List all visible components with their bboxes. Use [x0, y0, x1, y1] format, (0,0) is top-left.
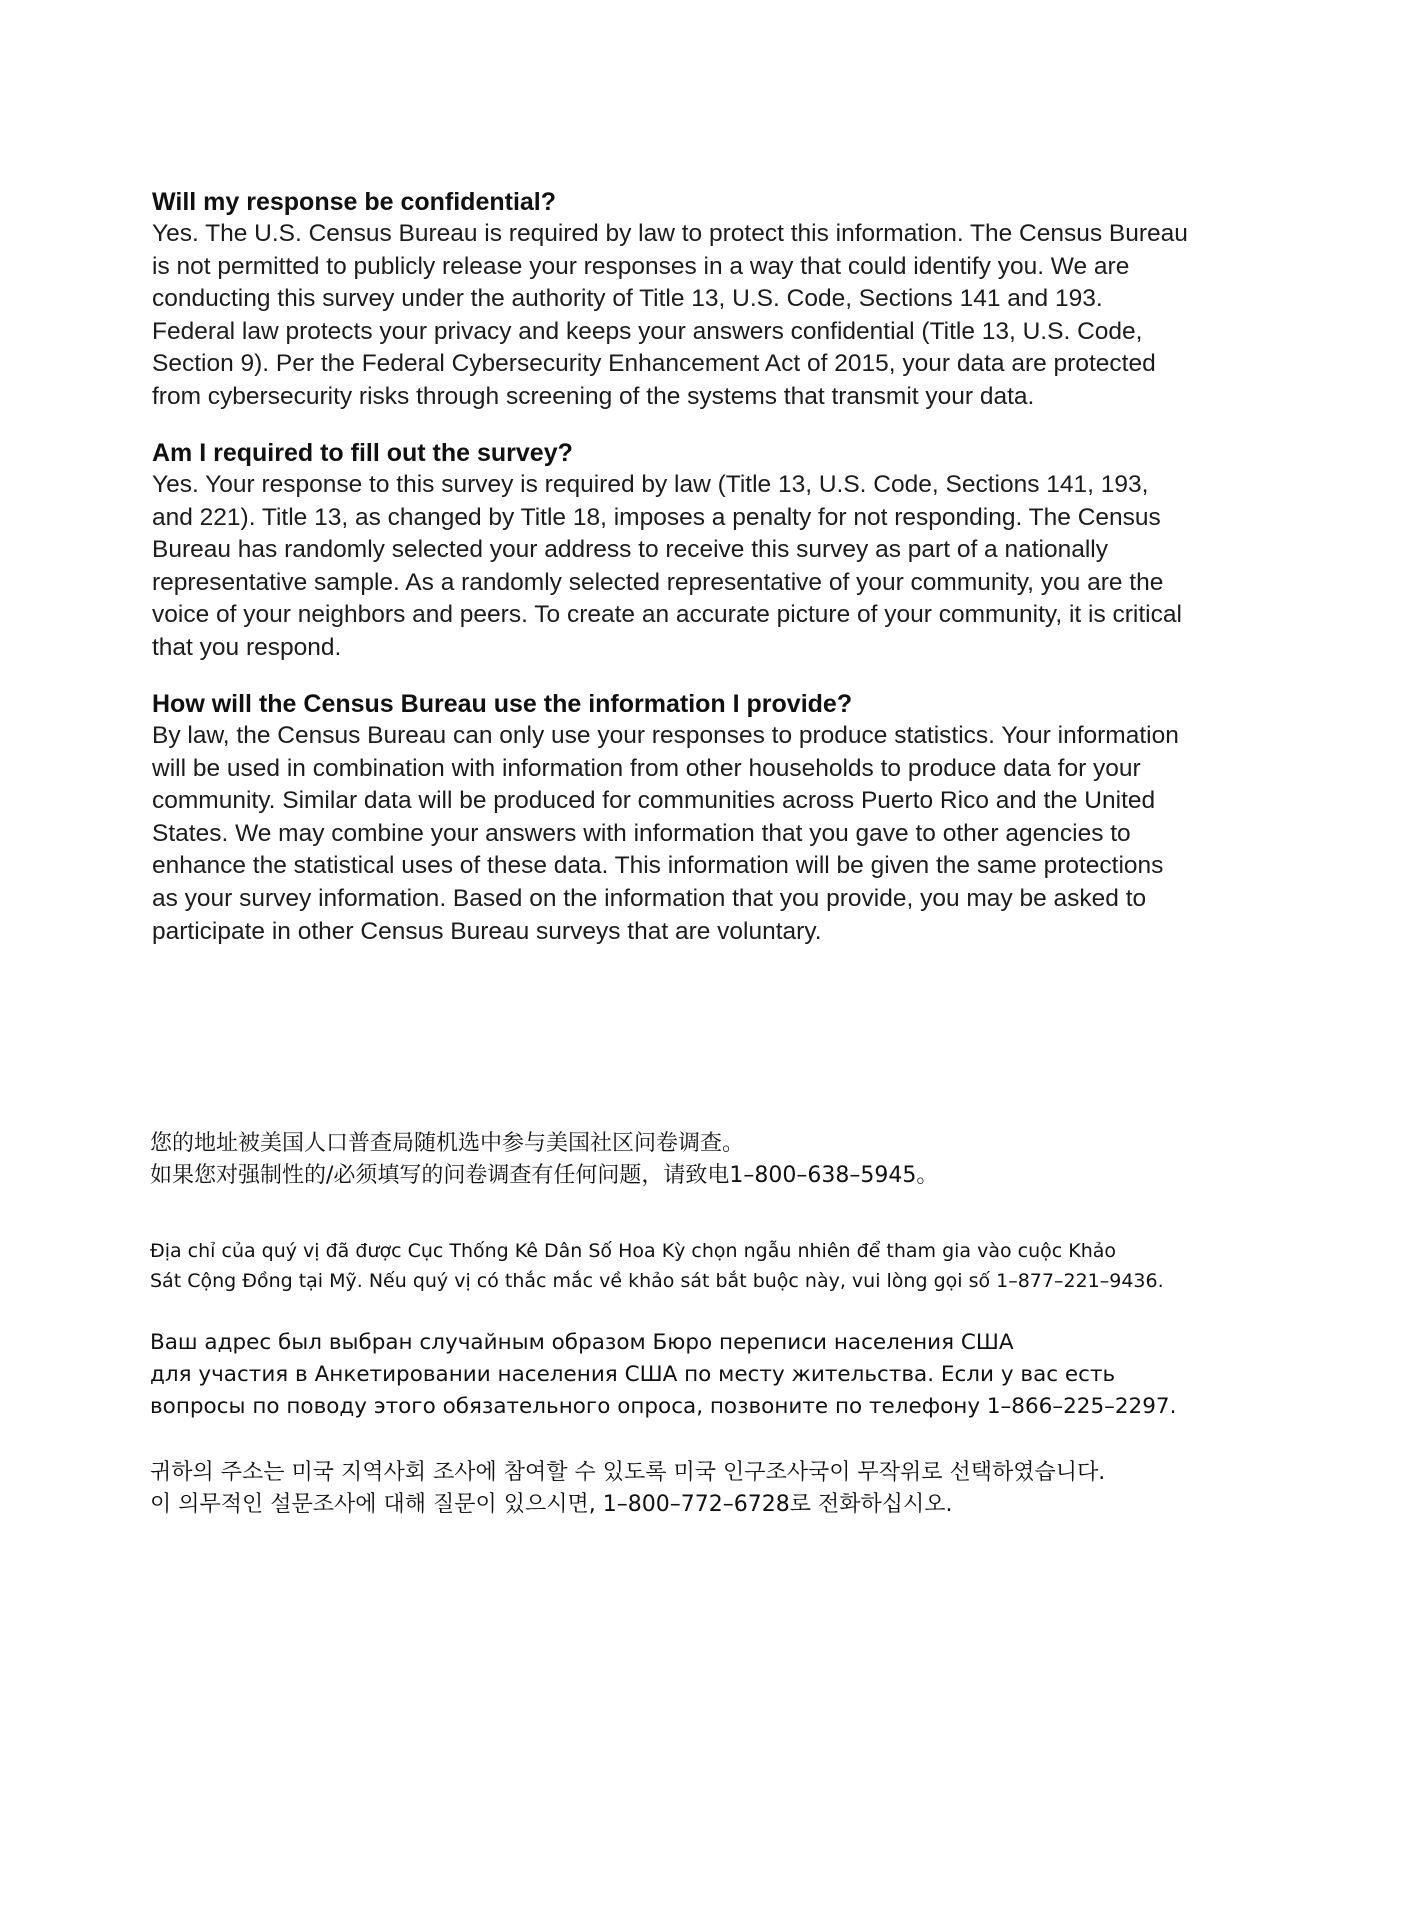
answer-line: By law, the Census Bureau can only use your responses to produce statistics. Your information — [152, 722, 1179, 749]
notice-vietnamese — [150, 1236, 1310, 1296]
notice-line: Sát Cộng Đồng tại Mỹ. Nếu quý vị có thắc mắc về khảo sát bắt buộc này, vui lòng gọi số 1–877–221–9436. — [150, 1270, 1164, 1292]
faq-section-confidentiality — [152, 186, 1282, 414]
answer-line: voice of your neighbors and peers. To create an accurate picture of your community, it is critical — [152, 601, 1182, 629]
notice-russian — [150, 1327, 1310, 1423]
answer-line: is not permitted to publicly release your responses in a way that could identify you. We are — [152, 252, 1130, 280]
faq-answer — [152, 218, 1282, 414]
answer-line: Yes. The U.S. Census Bureau is required by law to protect this information. The Census Bureau — [152, 220, 1188, 247]
faq-question: Will my response be confidential? — [152, 188, 557, 216]
answer-line: community. Similar data will be produced for communities across Puerto Rico and the United — [152, 787, 1156, 815]
answer-line: enhance the statistical uses of these data. This information will be given the same protections — [152, 852, 1164, 880]
notice-korean — [150, 1457, 1310, 1521]
faq-answer — [152, 469, 1282, 665]
answer-line: from cybersecurity risks through screening of the systems that transmit your data. — [152, 382, 1035, 410]
faq-answer — [152, 720, 1282, 948]
notice-line: 이 의무적인 설문조사에 대해 질문이 있으시면, 1–800–772–6728로 전화하십시오. — [150, 1492, 953, 1517]
answer-line: and 221). Title 13, as changed by Title 18, imposes a penalty for not responding. The Census — [152, 503, 1161, 531]
faq-question: How will the Census Bureau use the information I provide? — [152, 690, 853, 718]
answer-line: Bureau has randomly selected your address to receive this survey as part of a nationally — [152, 536, 1109, 564]
answer-line: participate in other Census Bureau surveys that are voluntary. — [152, 917, 822, 945]
notice-line: 您的地址被美国人口普查局随机选中参与美国社区问卷调查。 — [150, 1131, 745, 1156]
answer-line: Yes. Your response to this survey is required by law (Title 13, U.S. Code, Sections 141, 193, — [152, 471, 1149, 498]
faq-question: Am I required to fill out the survey? — [152, 439, 573, 467]
notice-chinese — [150, 1128, 1310, 1192]
notice-line: вопросы по поводу этого обязательного опроса, позвоните по телефону 1–866–225–2297. — [150, 1394, 1177, 1419]
answer-line: Federal law protects your privacy and keeps your answers confidential (Title 13, U.S. Code, — [152, 317, 1143, 345]
notice-line: 如果您对强制性的/必须填写的问卷调查有任何问题，请致电1–800–638–5945。 — [150, 1163, 939, 1188]
answer-line: that you respond. — [152, 633, 342, 661]
answer-line: conducting this survey under the authority of Title 13, U.S. Code, Sections 141 and 193. — [152, 285, 1103, 313]
answer-line: Section 9). Per the Federal Cybersecurity Enhancement Act of 2015, your data are protected — [152, 350, 1156, 378]
notice-line: 귀하의 주소는 미국 지역사회 조사에 참여할 수 있도록 미국 인구조사국이 무작위로 선택하였습니다. — [150, 1460, 1106, 1485]
notice-line: Địa chỉ của quý vị đã được Cục Thống Kê Dân Số Hoa Kỳ chọn ngẫu nhiên để tham gia vào cuộc Khảo — [150, 1240, 1117, 1262]
answer-line: representative sample. As a randomly selected representative of your community, you are the — [152, 568, 1164, 596]
faq-section-information-use — [152, 688, 1282, 948]
notice-line: Ваш адрес был выбран случайным образом Бюро переписи населения США — [150, 1330, 1014, 1355]
answer-line: as your survey information. Based on the information that you provide, you may be asked to — [152, 884, 1147, 912]
answer-line: will be used in combination with information from other households to produce data for your — [152, 754, 1141, 782]
answer-line: States. We may combine your answers with information that you gave to other agencies to — [152, 819, 1131, 847]
notice-line: для участия в Анкетировании населения США по месту жительства. Если у вас есть — [150, 1362, 1116, 1387]
faq-section-requirement — [152, 437, 1282, 665]
